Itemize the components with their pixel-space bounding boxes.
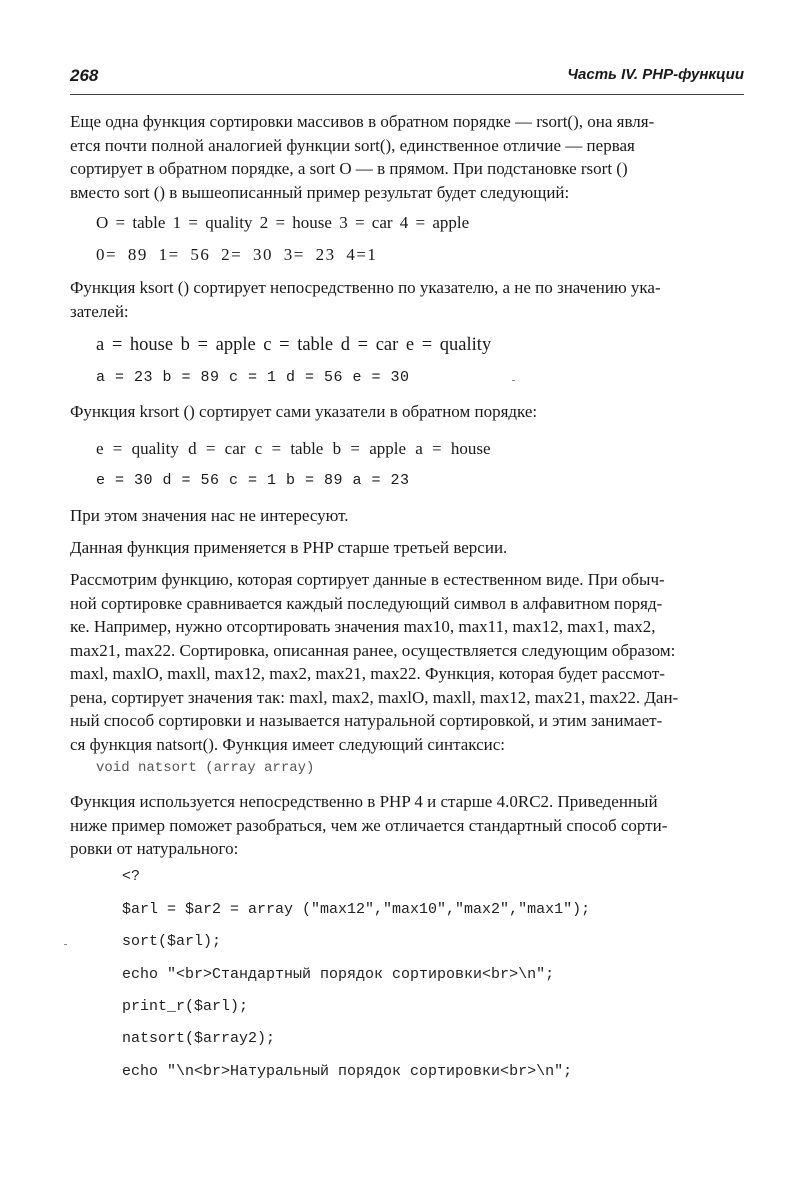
text-line: ной сортировке сравнивается каждый последующий символ в алфавитном поряд- [70,593,663,613]
rsort-values-output: 0= 89 1= 56 2= 30 3= 23 4=1 [96,245,378,264]
text-line: ке. Например, нужно отсортировать значения max10, max11, max12, max1, max2, [70,617,656,636]
text-line: ный способ сортировки и называется натуральной сортировкой, и этим занимает- [70,711,663,730]
code-line: natsort($array2); [122,1030,276,1047]
text-line: ся функция natsort(). Функция имеет следующий синтаксис: [70,734,506,754]
rsort-keys-output: О = table 1 = quality 2 = house 3 = car 4 = apple [96,213,470,232]
paragraph-rsort-intro [70,110,743,204]
running-title: Часть IV. PHP-функции [567,66,744,83]
scan-speck [512,380,515,381]
text-line: max21, max22. Сортировка, описанная ранее, осуществляется следующим образом: [70,640,676,660]
page-number: 268 [70,66,99,85]
code-line: echo "<br>Стандартный порядок сортировки<br>\n"; [122,966,555,983]
code-line: print_r($arl); [122,998,249,1015]
text-line: maxl, maxlO, maxll, max12, max2, max21, max22. Функция, которая будет рассмот- [70,664,665,683]
ksort-keys-output: a = house b = apple c = table d = car e = quality [96,335,492,355]
text-line: зателей: [70,301,129,321]
natsort-syntax: void natsort (array array) [96,760,315,776]
paragraph-natsort [70,568,743,756]
text-line: Функция ksort () сортирует непосредственно по указателю, а не по значению ука- [70,278,661,297]
code-line: echo "\n<br>Натуральный порядок сортировки<br>\n"; [122,1063,573,1080]
text-line: Функция используется непосредственно в PHP 4 и старше 4.0RC2. Приведенный [70,792,658,811]
code-line: $arl = $ar2 = array ("max12","max10","max2","max1"); [122,901,591,918]
paragraph-version [70,536,743,560]
text-line: Рассмотрим функцию, которая сортирует данные в естественном виде. При обыч- [70,570,665,589]
text-line: Данная функция применяется в PHP старше третьей версии. [70,538,508,557]
paragraph-ksort [70,276,743,323]
text-line: ровки от натурального: [70,839,239,858]
paragraph-krsort [70,400,743,424]
text-line: Функция krsort () сортирует сами указатели в обратном порядке: [70,402,538,421]
text-line: При этом значения нас не интересуют. [70,506,349,525]
text-line: вместо sort () в вышеописанный пример результат будет следующий: [70,182,570,202]
code-line: <? [122,868,141,885]
text-line: ниже пример поможет разобраться, чем же отличается стандартный способ сорти- [70,815,668,835]
krsort-values-output: e = 30 d = 56 c = 1 b = 89 a = 23 [96,472,410,489]
paragraph-note [70,504,743,528]
ksort-values-output: a = 23 b = 89 c = 1 d = 56 e = 30 [96,369,410,386]
text-line: ется почти полной аналогией функции sort(), единственное отличие — первая [70,135,635,155]
paragraph-example-intro [70,790,743,861]
scan-speck [64,944,67,945]
code-line: sort($arl); [122,933,222,950]
text-line: Еще одна функция сортировки массивов в обратном порядке — rsort(), она явля- [70,112,655,131]
text-line: рена, сортирует значения так: maxl, max2, maxlO, maxll, max12, max21, max22. Дан- [70,687,679,707]
text-line: сортирует в обратном порядке, а sort О — в прямом. При подстановке rsort () [70,159,628,178]
header-rule [70,94,744,95]
krsort-keys-output: e = quality d = car c = table b = apple a = house [96,439,491,458]
page-header [70,66,744,92]
